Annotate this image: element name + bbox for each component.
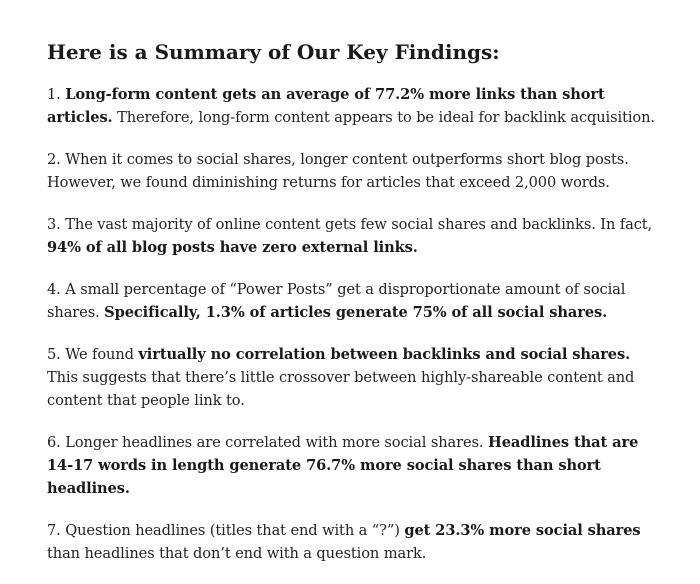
finding-1 xyxy=(47,83,660,129)
finding-2 xyxy=(47,148,660,194)
finding-text: 1. xyxy=(47,86,66,103)
finding-7 xyxy=(47,519,660,565)
finding-text: 6. Longer headlines are correlated with more social shares. xyxy=(47,434,488,451)
finding-6 xyxy=(47,431,660,500)
finding-5 xyxy=(47,343,660,412)
finding-emphasis: Specifically, 1.3% of articles generate 75% of all social shares. xyxy=(104,304,608,321)
finding-text: than headlines that don’t end with a question mark. xyxy=(47,545,427,562)
finding-text: This suggests that there’s little crossover between highly-shareable content and content that people link to. xyxy=(47,369,635,409)
finding-text: 2. When it comes to social shares, longer content outperforms short blog posts. However, we found diminishing returns for articles that exceed 2,000 words. xyxy=(47,151,629,191)
finding-text: 7. Question headlines (titles that end with a “?”) xyxy=(47,522,405,539)
summary-heading: Here is a Summary of Our Key Findings: xyxy=(47,40,500,64)
finding-emphasis: Headlines that are 14-17 words in length generate 76.7% more social shares than short headlines. xyxy=(47,434,639,497)
finding-3 xyxy=(47,213,660,259)
finding-emphasis: 94% of all blog posts have zero external links. xyxy=(47,239,418,256)
finding-emphasis: Long-form content gets an average of 77.2% more links than short articles. xyxy=(47,86,605,126)
finding-4 xyxy=(47,278,660,324)
findings-list xyxy=(47,83,660,565)
finding-text: 3. The vast majority of online content gets few social shares and backlinks. In fact, xyxy=(47,216,653,233)
finding-text: 5. We found xyxy=(47,346,139,363)
finding-emphasis: get 23.3% more social shares xyxy=(404,522,641,539)
finding-emphasis: virtually no correlation between backlinks and social shares. xyxy=(138,346,631,363)
finding-text: 4. A small percentage of “Power Posts” get a disproportionate amount of social shares. xyxy=(47,281,626,321)
finding-text: Therefore, long-form content appears to be ideal for backlink acquisition. xyxy=(112,109,655,126)
